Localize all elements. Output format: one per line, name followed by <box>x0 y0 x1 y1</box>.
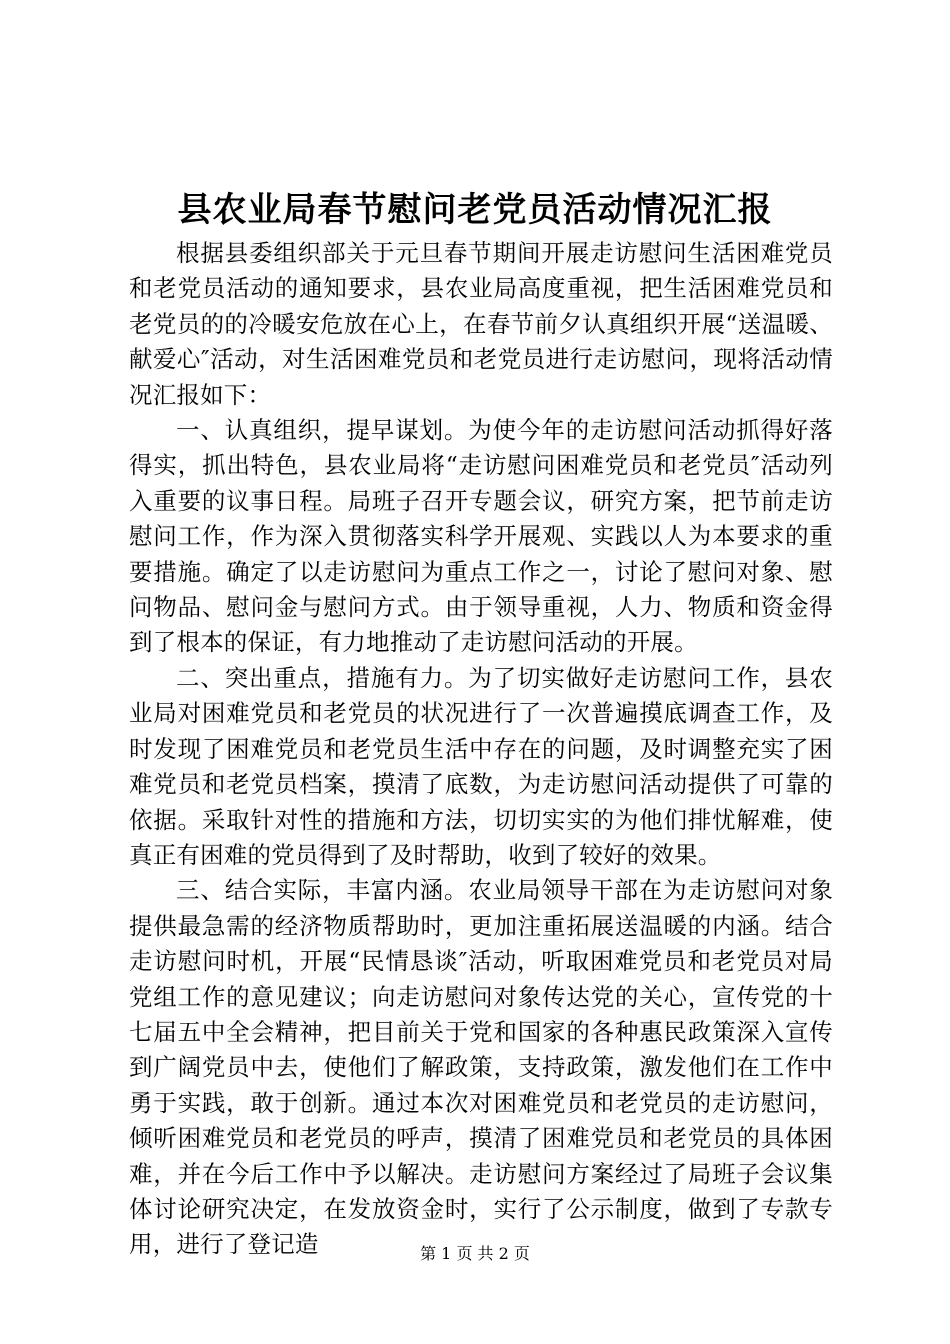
paragraph-section-2: 二、突出重点，措施有力。为了切实做好走访慰问工作，县农业局对困难党员和老党员的状况进行了一次普遍摸底调查工作，及时发现了困难党员和老党员生活中存在的问题，及时调整充实了困难党员和老党员档案，摸清了底数，为走访慰问活动提供了可靠的依据。采取针对性的措施和方法，切切实实的为他们排忧解难，使真正有困难的党员得到了及时帮助，收到了较好的效果。 <box>129 663 833 869</box>
paragraph-section-3: 三、结合实际，丰富内涵。农业局领导干部在为走访慰问对象提供最急需的经济物质帮助时，更加注重拓展送温暖的内涵。结合走访慰问时机，开展“民情恳谈″活动，听取困难党员和老党员对局党组工作的意见建议；向走访慰问对象传达党的关心，宣传党的十七届五中全会精神，把目前关于党和国家的各种惠民政策深入宣传到广阔党员中去，使他们了解政策，支持政策，激发他们在工作中勇于实践，敢于创新。通过本次对困难党员和老党员的走访慰问，倾听困难党员和老党员的呼声，摸清了困难党员和老党员的具体困难，并在今后工作中予以解决。走访慰问方案经过了局班子会议集体讨论研究决定，在发放资金时，实行了公示制度，做到了专款专用，进行了登记造 <box>129 876 833 1259</box>
page-footer: 第 1 页 共 2 页 <box>420 1244 530 1263</box>
paragraph-intro: 根据县委组织部关于元旦春节期间开展走访慰问生活困难党员和老党员活动的通知要求，县农业局高度重视，把生活困难党员和老党员的的冷暖安危放在心上，在春节前夕认真组织开展“送温暖、献爱心″活动，对生活困难党员和老党员进行走访慰问，现将活动情况汇报如下： <box>129 239 833 409</box>
paragraph-section-1: 一、认真组织，提早谋划。为使今年的走访慰问活动抓得好落得实，抓出特色，县农业局将“走访慰问困难党员和老党员″活动列入重要的议事日程。局班子召开专题会议，研究方案，把节前走访慰问工作，作为深入贯彻落实科学开展观、实践以人为本要求的重要措施。确定了以走访慰问为重点工作之一，讨论了慰问对象、慰问物品、慰问金与慰问方式。由于领导重视，人力、物质和资金得到了根本的保证，有力地推动了走访慰问活动的开展。 <box>129 416 833 657</box>
document-title: 县农业局春节慰问老党员活动情况汇报 <box>177 190 773 230</box>
